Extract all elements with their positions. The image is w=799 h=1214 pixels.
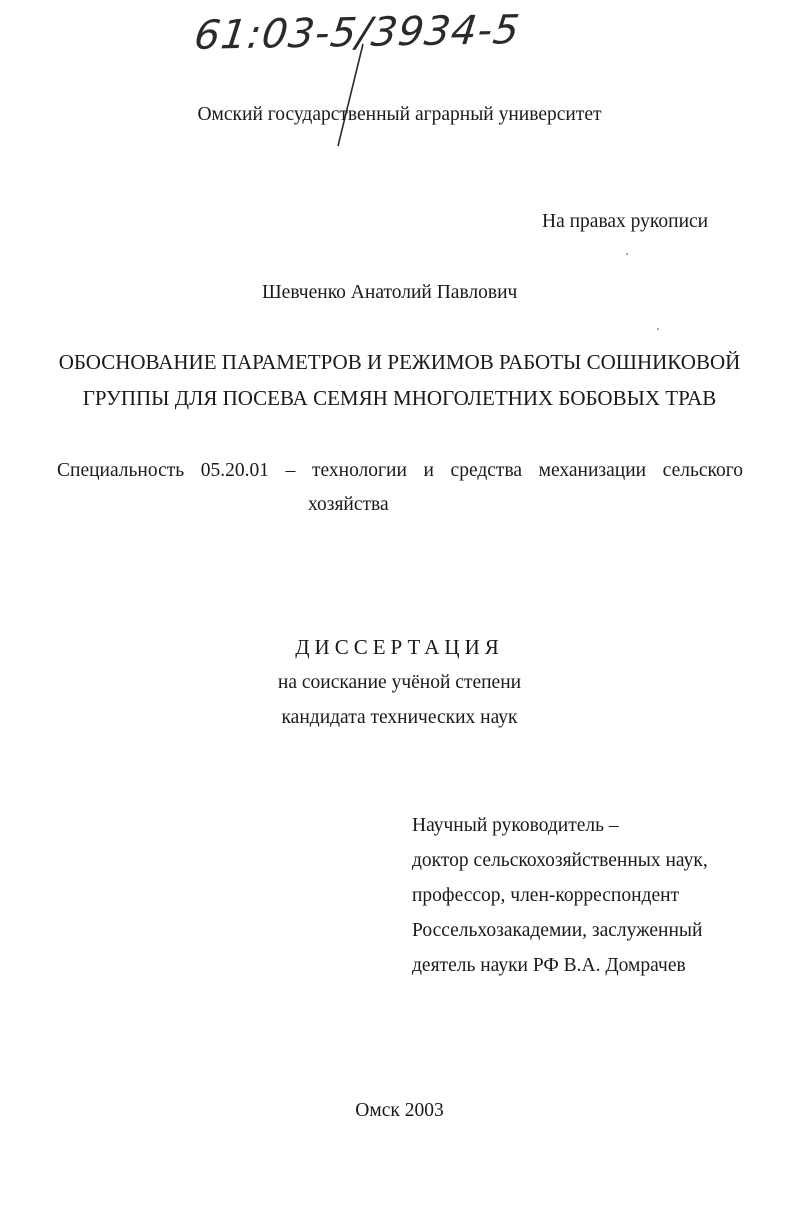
degree-line-2: кандидата технических наук	[281, 707, 518, 728]
document-type: ДИССЕРТАЦИЯ	[295, 635, 504, 659]
specialty-line-1: Специальность 05.20.01 – технологии и средства механизации сельского	[57, 460, 743, 481]
supervisor-line: профессор, член-корреспондент	[412, 885, 680, 906]
supervisor-line: деятель науки РФ В.А. Домрачев	[412, 955, 686, 976]
university-name: Омский государственный аграрный университет	[197, 104, 602, 125]
specialty-line-2: хозяйства	[308, 494, 389, 515]
supervisor-line: Россельхозакадемии, заслуженный	[412, 920, 703, 941]
title-line-1: ОБОСНОВАНИЕ ПАРАМЕТРОВ И РЕЖИМОВ РАБОТЫ СОШНИКОВОЙ	[58, 350, 741, 374]
scan-speck	[626, 253, 628, 255]
scan-speck	[657, 328, 659, 330]
place-and-year: Омск 2003	[355, 1100, 444, 1121]
supervisor-line: Научный руководитель –	[412, 815, 619, 836]
title-line-2: ГРУППЫ ДЛЯ ПОСЕВА СЕМЯН МНОГОЛЕТНИХ БОБОВЫХ ТРАВ	[82, 386, 717, 410]
manuscript-rights: На правах рукописи	[542, 211, 709, 232]
author-name: Шевченко Анатолий Павлович	[262, 282, 518, 303]
degree-line-1: на соискание учёной степени	[277, 672, 522, 693]
handwritten-slash-stroke	[330, 40, 370, 150]
handwritten-shelf-mark: 61:03-5/3934-5	[191, 7, 523, 59]
supervisor-line: доктор сельскохозяйственных наук,	[412, 850, 708, 871]
